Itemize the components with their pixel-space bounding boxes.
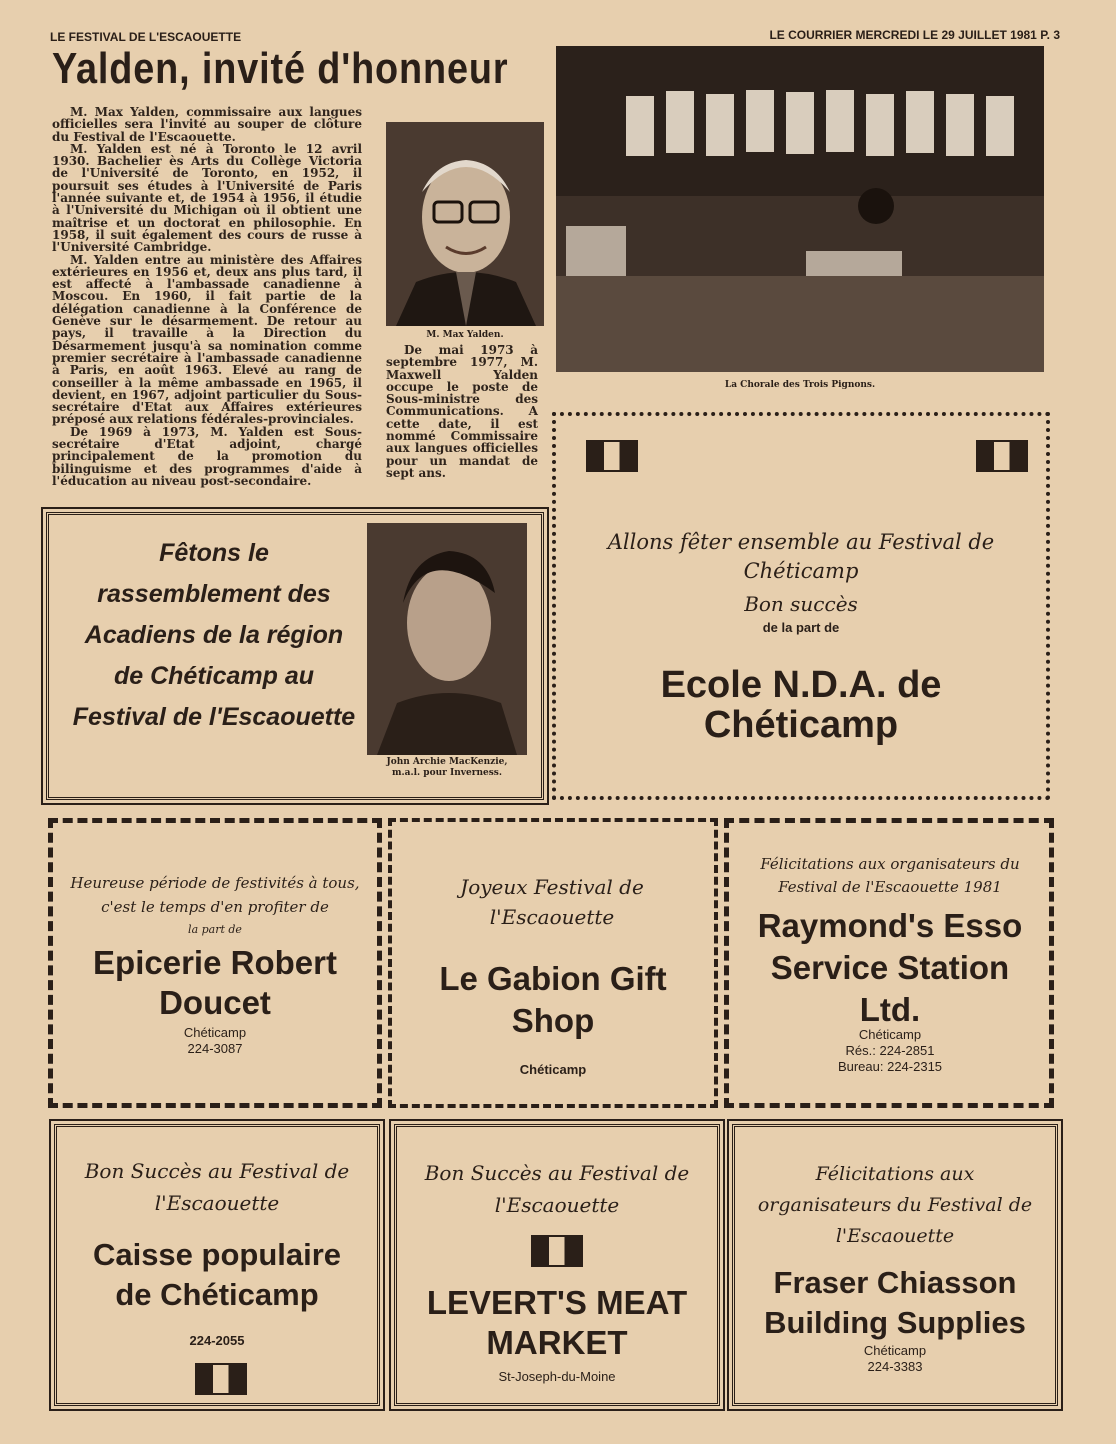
choir-photo (556, 46, 1044, 372)
ad-fraser (732, 1124, 1058, 1406)
article-column-2 (386, 344, 538, 479)
fraser-place: Chéticamp (863, 1343, 927, 1358)
flag-icon (976, 440, 1028, 472)
mackenzie-caption (367, 757, 527, 779)
ad-gabion (388, 818, 718, 1108)
fraser-script: Félicitations aux organisateurs du Festival de l'Escaouette (757, 1163, 1033, 1247)
ad-epicerie (48, 818, 382, 1108)
gabion-name: Le Gabion Gift Shop (439, 960, 667, 1039)
epicerie-script: Heureuse période de festivités à tous, c'est le temps d'en profiter de (70, 874, 360, 916)
caisse-script: Bon Succès au Festival de l'Escaouette (84, 1159, 350, 1215)
article-paragraph: De mai 1973 à septembre 1977, M. Maxwell Yalden occupe le poste de Sous-ministre des Communications. A cette date, il est nommé Commissaire aux langues officielles pour un mandat de sept ans. (386, 343, 538, 480)
epicerie-place: Chéticamp (183, 1025, 247, 1040)
ad-mackenzie (46, 512, 544, 800)
flag-icon (195, 1363, 247, 1395)
choir-image (556, 46, 1044, 372)
raymond-bureau: Bureau: 224-2315 (837, 1059, 943, 1074)
levert-place: St-Joseph-du-Moine (498, 1369, 616, 1384)
mackenzie-caption-name: John Archie MacKenzie, (386, 757, 508, 767)
portrait-photo (386, 122, 544, 326)
caisse-phone: 224-2055 (189, 1333, 245, 1348)
choir-caption: La Chorale des Trois Pignons. (724, 380, 876, 390)
raymond-name: Raymond's Esso Service Station Ltd. (757, 907, 1023, 1028)
raymond-res: Rés.: 224-2851 (845, 1043, 935, 1058)
article-column-1 (52, 106, 362, 487)
mackenzie-caption-title: m.a.l. pour Inverness. (391, 768, 502, 778)
mackenzie-photo (367, 523, 527, 755)
ecole-script: Allons fêter ensemble au Festival de Chéticamp (607, 530, 995, 583)
flag-icon (531, 1235, 583, 1267)
portrait-caption: M. Max Yalden. (426, 330, 504, 340)
headline: Yalden, invité d'honneur (52, 44, 509, 93)
article-paragraph: De 1969 à 1973, M. Yalden est Sous-secrétaire d'Etat adjoint, chargé principalement de la promotion du bilinguisme et des programmes d'aide à l'éducation au niveau post-secondaire. (52, 424, 362, 488)
ad-ecole (552, 412, 1050, 800)
ad-levert (394, 1124, 720, 1406)
ad-mackenzie-text: Fêtons le rassemblement des Acadiens de la région de Chéticamp au Festival de l'Escaouette (72, 539, 356, 731)
levert-script: Bon Succès au Festival de l'Escaouette (424, 1161, 690, 1217)
gabion-place: Chéticamp (519, 1062, 587, 1077)
gabion-script: Joyeux Festival de l'Escaouette (460, 875, 644, 929)
levert-name: LEVERT'S MEAT MARKET (426, 1284, 688, 1361)
dateline: LE COURRIER MERCREDI LE 29 JUILLET 1981 P. 3 (769, 28, 1060, 42)
ecole-bon-succes: Bon succès (744, 592, 858, 616)
epicerie-phone: 224-3087 (187, 1041, 243, 1056)
article-paragraph: M. Max Yalden, commissaire aux langues officielles sera l'invité au souper de clôture du Festival de l'Escaouette. (52, 105, 362, 144)
ecole-from: de la part de (762, 620, 840, 635)
caisse-name: Caisse populaire de Chéticamp (92, 1237, 342, 1312)
portrait-image (386, 122, 544, 326)
raymond-script: Félicitations aux organisateurs du Festival de l'Escaouette 1981 (760, 855, 1020, 896)
epicerie-name: Epicerie Robert Doucet (93, 944, 337, 1021)
fraser-phone: 224-3383 (867, 1359, 923, 1374)
ad-raymond (724, 818, 1054, 1108)
mackenzie-image (367, 523, 527, 755)
section-title: LE FESTIVAL DE L'ESCAOUETTE (50, 30, 242, 44)
epicerie-from: la part de (188, 923, 242, 936)
ecole-name: Ecole N.D.A. de Chéticamp (660, 664, 942, 746)
raymond-place: Chéticamp (858, 1027, 922, 1042)
article-paragraph: M. Yalden entre au ministère des Affaires extérieures en 1956 et, deux ans plus tard, il est affecté à l'ambassade canadienne à Moscou. En 1960, il fait partie de la délégation canadienne à la Conférence de Genève sur le désarmement. De retour au pays, il travaille à la Direction du Désarmement jusqu'à sa nomination comme premier secrétaire à l'ambassade canadienne à Paris, en août 1963. Elevé au rang de conseiller à la même ambassade en 1965, il devient, en 1967, adjoint particulier du Sous-secrétaire d'Etat aux Affaires extérieures préposé aux relations fédérales-provinciales. (52, 252, 362, 427)
flag-icon (586, 440, 638, 472)
article-paragraph: M. Yalden est né à Toronto le 12 avril 1930. Bachelier ès Arts du Collège Victoria de l'Université de Toronto, en 1952, il poursuit ses études à l'Université de Paris l'année suivante et, de 1954 à 1956, il étudie à l'Université du Michigan où il obtient une maîtrise et un doctorat en philosophie. En 1958, il suit également des cours de russe à l'Université Cambridge. (52, 141, 362, 255)
fraser-name: Fraser Chiasson Building Supplies (764, 1265, 1026, 1340)
ad-caisse (54, 1124, 380, 1406)
